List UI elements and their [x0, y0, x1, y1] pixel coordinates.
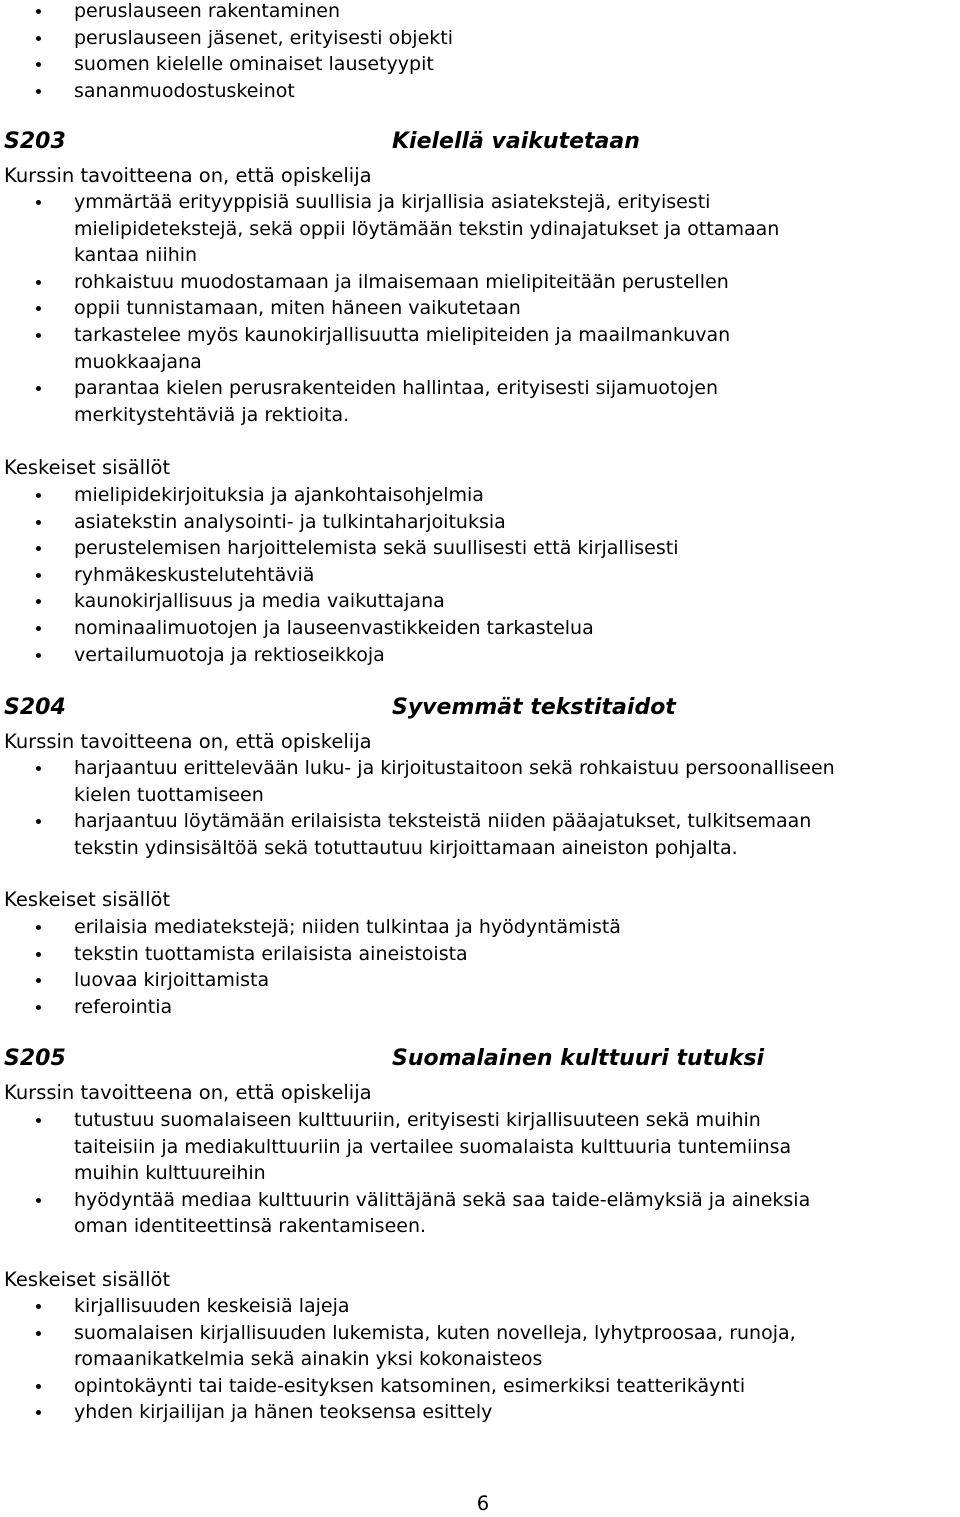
list-item	[0, 615, 960, 642]
page-number: 6	[476, 1492, 490, 1515]
bullet-icon	[36, 1005, 41, 1010]
list-item-text: taiteisiin ja mediakulttuuriin ja vertailee suomalaista kulttuuria tuntemiinsa	[74, 1135, 792, 1158]
list-item	[0, 322, 960, 375]
list-item	[0, 375, 960, 428]
list-item-text: mielipidetekstejä, sekä oppii löytämään tekstin ydinajatukset ja ottamaan	[74, 217, 780, 240]
bullet-icon	[36, 280, 41, 285]
list-item-text: oppii tunnistamaan, miten häneen vaikutetaan	[74, 297, 521, 320]
list-item	[0, 755, 960, 808]
list-item-text: kirjallisuuden keskeisiä lajeja	[74, 1295, 350, 1317]
bullet-icon	[36, 62, 41, 67]
list-item-text: ymmärtää erityyppisiä suullisia ja kirjallisia asiatekstejä, erityisesti	[74, 191, 711, 213]
list-item-text: harjaantuu erittelevään luku- ja kirjoitustaitoon sekä rohkaistuu persoonalliseen	[74, 757, 835, 779]
list-item-text: vertailumuotoja ja rektioseikkoja	[74, 643, 385, 666]
list-item	[0, 482, 960, 509]
bullet-icon	[36, 952, 41, 957]
list-item-text: perustelemisen harjoittelemista sekä suullisesti että kirjallisesti	[74, 537, 679, 560]
bullet-icon	[36, 386, 41, 391]
list-item-text: harjaantuu löytämään erilaisista teksteistä niiden pääajatukset, tulkitsemaan	[74, 810, 812, 833]
list-item	[0, 941, 960, 968]
list-item-text: rohkaistuu muodostamaan ja ilmaisemaan mielipiteitään perustellen	[74, 270, 729, 293]
bullet-icon	[36, 573, 41, 578]
list-item-text: tekstin tuottamista erilaisista aineistoista	[74, 942, 468, 965]
bullet-icon	[36, 1384, 41, 1389]
goals-label-s205: Kurssin tavoitteena on, että opiskelija	[4, 1081, 372, 1104]
bullet-icon	[36, 520, 41, 525]
list-item-text: merkitystehtäviä ja rektioita.	[74, 403, 350, 426]
list-item	[0, 808, 960, 861]
list-item-text: sananmuodostuskeinot	[74, 79, 295, 102]
list-item-text: tekstin ydinsisältöä sekä totuttautuu kirjoittamaan aineiston pohjalta.	[74, 836, 738, 859]
list-item	[0, 1107, 960, 1187]
list-item	[0, 1399, 960, 1426]
course-title-s204: Syvemmät tekstitaidot	[392, 695, 676, 720]
list-item	[0, 1373, 960, 1400]
list-item	[0, 535, 960, 562]
list-item	[0, 25, 960, 52]
list-item	[0, 51, 960, 78]
list-item-text: suomen kielelle ominaiset lausetyypit	[74, 53, 434, 76]
list-item-text: tutustuu suomalaiseen kulttuuriin, erityisesti kirjallisuuteen sekä muihin	[74, 1109, 761, 1131]
list-item	[0, 1320, 960, 1373]
bullet-icon	[36, 36, 41, 41]
intro-list	[0, 0, 960, 104]
list-item-text: luovaa kirjoittamista	[74, 969, 270, 992]
contents-list-s204	[0, 914, 960, 1020]
contents-label-s205: Keskeiset sisällöt	[4, 1268, 171, 1291]
bullet-icon	[36, 925, 41, 930]
bullet-icon	[36, 1331, 41, 1336]
list-item	[0, 78, 960, 105]
bullet-icon	[36, 1410, 41, 1415]
list-item	[0, 967, 960, 994]
bullet-icon	[36, 626, 41, 631]
bullet-icon	[36, 546, 41, 551]
list-item-text: asiatekstin analysointi- ja tulkintaharjoituksia	[74, 510, 506, 533]
list-item-text: hyödyntää mediaa kulttuurin välittäjänä sekä saa taide-elämyksiä ja aineksia	[74, 1188, 811, 1211]
course-code-s205: S205	[4, 1046, 66, 1071]
goals-label-s203: Kurssin tavoitteena on, että opiskelija	[4, 164, 372, 187]
list-item-text: peruslauseen jäsenet, erityisesti objekti	[74, 26, 453, 49]
bullet-icon	[36, 1118, 41, 1123]
list-item-text: kielen tuottamiseen	[74, 783, 264, 806]
list-item-text: peruslauseen rakentaminen	[74, 0, 340, 22]
list-item-text: romaanikatkelmia sekä ainakin yksi kokonaisteos	[74, 1348, 543, 1371]
goals-label-s204: Kurssin tavoitteena on, että opiskelija	[4, 730, 372, 753]
list-item	[0, 1187, 960, 1240]
bullet-icon	[36, 89, 41, 94]
list-item-text: kaunokirjallisuus ja media vaikuttajana	[74, 590, 445, 613]
bullet-icon	[36, 599, 41, 604]
list-item-text: referointia	[74, 995, 173, 1018]
goals-list-s205	[0, 1107, 960, 1240]
list-item	[0, 295, 960, 322]
list-item	[0, 269, 960, 296]
course-title-s205: Suomalainen kulttuuri tutuksi	[392, 1046, 765, 1071]
goals-list-s204	[0, 755, 960, 861]
list-item-text: opintokäynti tai taide-esityksen katsominen, esimerkiksi teatterikäynti	[74, 1374, 746, 1397]
bullet-icon	[36, 200, 41, 205]
contents-label-s203: Keskeiset sisällöt	[4, 456, 171, 479]
bullet-icon	[36, 9, 41, 14]
list-item-text: tarkastelee myös kaunokirjallisuutta mielipiteiden ja maailmankuvan	[74, 323, 731, 346]
list-item	[0, 1293, 960, 1320]
list-item	[0, 914, 960, 941]
contents-label-s204: Keskeiset sisällöt	[4, 888, 171, 911]
list-item-text: yhden kirjailijan ja hänen teoksensa esittely	[74, 1401, 493, 1424]
list-item-text: ryhmäkeskustelutehtäviä	[74, 563, 315, 586]
bullet-icon	[36, 1198, 41, 1203]
list-item	[0, 642, 960, 669]
bullet-icon	[36, 978, 41, 983]
list-item	[0, 588, 960, 615]
list-item	[0, 189, 960, 269]
list-item-text: suomalaisen kirjallisuuden lukemista, kuten novelleja, lyhytproosaa, runoja,	[74, 1321, 796, 1344]
list-item	[0, 509, 960, 536]
bullet-icon	[36, 1304, 41, 1309]
course-code-s203: S203	[4, 129, 66, 154]
bullet-icon	[36, 766, 41, 771]
list-item-text: nominaalimuotojen ja lauseenvastikkeiden tarkastelua	[74, 616, 594, 639]
course-code-s204: S204	[4, 695, 66, 720]
bullet-icon	[36, 819, 41, 824]
list-item	[0, 994, 960, 1021]
list-item-text: mielipidekirjoituksia ja ajankohtaisohjelmia	[74, 484, 484, 506]
goals-list-s203	[0, 189, 960, 428]
list-item-text: oman identiteettinsä rakentamiseen.	[74, 1215, 427, 1238]
list-item-text: erilaisia mediatekstejä; niiden tulkintaa ja hyödyntämistä	[74, 916, 621, 938]
list-item-text: kantaa niihin	[74, 244, 198, 267]
bullet-icon	[36, 493, 41, 498]
bullet-icon	[36, 653, 41, 658]
bullet-icon	[36, 333, 41, 338]
list-item	[0, 0, 960, 25]
contents-list-s203	[0, 482, 960, 668]
list-item-text: parantaa kielen perusrakenteiden hallintaa, erityisesti sijamuotojen	[74, 377, 719, 400]
list-item	[0, 562, 960, 589]
contents-list-s205	[0, 1293, 960, 1426]
course-title-s203: Kielellä vaikutetaan	[392, 129, 640, 154]
bullet-icon	[36, 306, 41, 311]
list-item-text: muihin kulttuureihin	[74, 1162, 266, 1185]
list-item-text: muokkaajana	[74, 350, 202, 373]
